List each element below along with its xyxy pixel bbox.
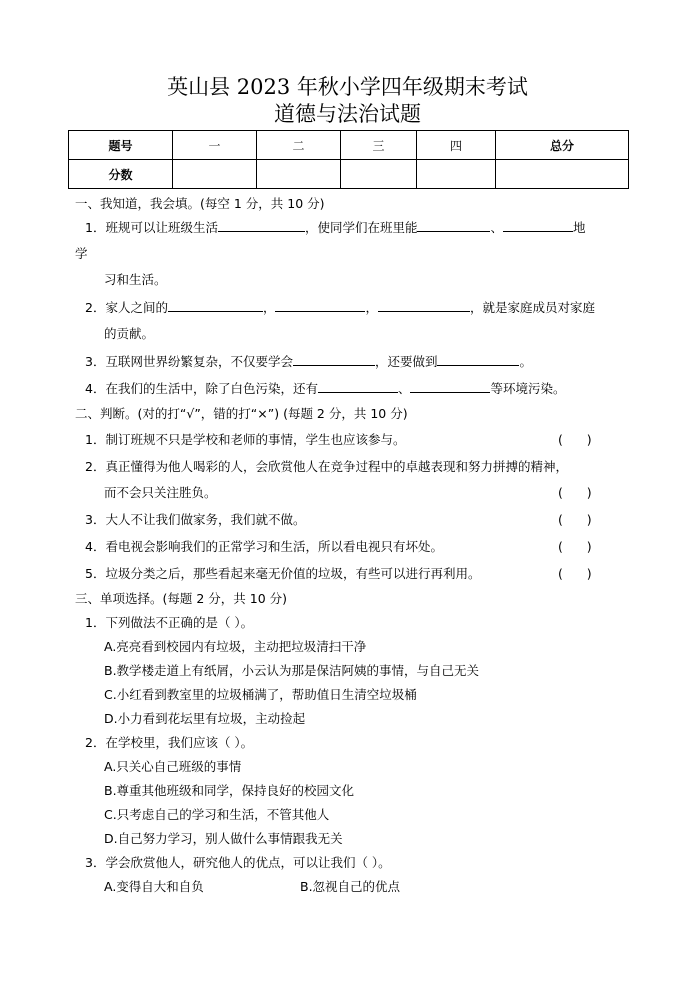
question-text: 制订班规不只是学校和老师的事情，学生也应该参与。: [105, 432, 406, 447]
s1-q2-line2: 的贡献。: [104, 326, 155, 341]
s1-q2-line1: [85, 299, 595, 317]
question-number: 3．: [85, 855, 106, 870]
score-table-header: 三: [341, 131, 417, 160]
question-number: 1．: [85, 220, 106, 235]
s3-q2-stem: [85, 734, 253, 752]
s1-q4: [85, 380, 566, 398]
s3-q1-stem: [85, 614, 253, 632]
question-text: 在我们的生活中，除了白色污染，还有: [105, 381, 318, 396]
question-number: 2．: [85, 735, 106, 750]
fill-blank[interactable]: [410, 380, 490, 393]
fill-blank[interactable]: [275, 299, 365, 312]
choice-option[interactable]: D.自己努力学习，别人做什么事情跟我无关: [104, 831, 343, 846]
score-table-header: 一: [173, 131, 257, 160]
question-text: 、: [490, 220, 503, 235]
question-text: 垃圾分类之后，那些看起来毫无价值的垃圾，有些可以进行再利用。: [105, 566, 481, 581]
s2-item-2: [85, 458, 568, 476]
s1-q1-line2: 习和生活。: [104, 272, 167, 287]
s1-q1-wrap: 学: [75, 246, 88, 261]
fill-blank[interactable]: [417, 219, 490, 232]
fill-blank[interactable]: [168, 299, 263, 312]
choice-option[interactable]: D.小力看到花坛里有垃圾，主动捡起: [104, 711, 306, 726]
question-number: 5．: [85, 566, 106, 581]
s2-item-5: [85, 565, 480, 583]
choice-option[interactable]: B.忽视自己的优点: [300, 879, 401, 894]
s1-q1-line1: [85, 219, 586, 237]
question-text: 。: [519, 354, 532, 369]
question-number: 4．: [85, 381, 106, 396]
question-text: ，就是家庭成员对家庭: [470, 300, 596, 315]
fill-blank[interactable]: [293, 353, 375, 366]
question-text: ，: [262, 300, 276, 315]
answer-parentheses[interactable]: ( ): [558, 512, 592, 527]
question-text: 学会欣赏他人，研究他人的优点，可以让我们（ ）。: [105, 855, 391, 870]
score-row-label: 分数: [69, 160, 173, 189]
section2-heading: 二、判断。(对的打“√”，错的打“×”) (每题 2 分，共 10 分): [75, 406, 408, 421]
score-table-header: 总分: [496, 131, 629, 160]
choice-option[interactable]: A.只关心自己班级的事情: [104, 759, 242, 774]
score-table-header-row: [69, 131, 629, 160]
score-cell[interactable]: [417, 160, 496, 189]
question-number: 2．: [85, 300, 106, 315]
question-number: 1．: [85, 615, 106, 630]
question-number: 3．: [85, 354, 106, 369]
question-text: 、: [397, 381, 411, 396]
question-text: 大人不让我们做家务，我们就不做。: [105, 512, 306, 527]
s1-q3: [85, 353, 532, 371]
question-text: 看电视会影响我们的正常学习和生活，所以看电视只有坏处。: [105, 539, 443, 554]
question-text: 互联网世界纷繁复杂，不仅要学会: [105, 354, 293, 369]
fill-blank[interactable]: [378, 299, 470, 312]
question-number: 4．: [85, 539, 106, 554]
fill-blank[interactable]: [503, 219, 573, 232]
score-table-header: 二: [257, 131, 341, 160]
fill-blank[interactable]: [218, 219, 305, 232]
score-cell[interactable]: [257, 160, 341, 189]
question-text: 下列做法不正确的是（ ）。: [105, 615, 254, 630]
score-table-header: 四: [417, 131, 496, 160]
answer-parentheses[interactable]: ( ): [558, 485, 592, 500]
question-text: 在学校里，我们应该（ ）。: [105, 735, 254, 750]
score-cell[interactable]: [341, 160, 417, 189]
s2-item-4: [85, 538, 443, 556]
question-text: 真正懂得为他人喝彩的人，会欣赏他人在竞争过程中的卓越表现和努力拼搏的精神，: [105, 459, 568, 474]
answer-parentheses[interactable]: ( ): [558, 566, 592, 581]
score-cell[interactable]: [496, 160, 629, 189]
question-number: 1．: [85, 432, 106, 447]
question-text: ，还要做到: [374, 354, 438, 369]
exam-title: 英山县 2023 年秋小学四年级期末考试: [167, 75, 528, 99]
s3-q3-stem: [85, 854, 391, 872]
question-text: 等环境污染。: [490, 381, 566, 396]
question-number: 3．: [85, 512, 106, 527]
choice-option[interactable]: A.亮亮看到校园内有垃圾，主动把垃圾清扫干净: [104, 639, 367, 654]
answer-parentheses[interactable]: ( ): [558, 539, 592, 554]
question-text: 家人之间的: [105, 300, 168, 315]
section3-heading: 三、单项选择。(每题 2 分，共 10 分): [75, 591, 288, 606]
fill-blank[interactable]: [318, 380, 398, 393]
score-table-score-row: [69, 160, 629, 189]
choice-option[interactable]: C.只考虑自己的学习和生活，不管其他人: [104, 807, 330, 822]
choice-option[interactable]: B.教学楼走道上有纸屑，小云认为那是保洁阿姨的事情，与自己无关: [104, 663, 480, 678]
s2-item-3: [85, 511, 305, 529]
choice-option[interactable]: B.尊重其他班级和同学，保持良好的校园文化: [104, 783, 355, 798]
question-text: 地: [573, 220, 586, 235]
question-text: 班规可以让班级生活: [105, 220, 218, 235]
s2-item-2-line2: 而不会只关注胜负。: [104, 485, 217, 500]
choice-option[interactable]: A.变得自大和自负: [104, 879, 204, 894]
question-number: 2．: [85, 459, 106, 474]
fill-blank[interactable]: [437, 353, 519, 366]
score-cell[interactable]: [173, 160, 257, 189]
exam-subtitle: 道德与法治试题: [274, 102, 421, 126]
score-table: [68, 130, 629, 189]
choice-option[interactable]: C.小红看到教室里的垃圾桶满了，帮助值日生清空垃圾桶: [104, 687, 417, 702]
s2-item-1: [85, 431, 405, 449]
score-table-header: 题号: [69, 131, 173, 160]
question-text: ，: [365, 300, 378, 315]
answer-parentheses[interactable]: ( ): [558, 432, 592, 447]
section1-heading: 一、我知道，我会填。(每空 1 分，共 10 分): [75, 196, 325, 211]
question-text: ，使同学们在班里能: [304, 220, 418, 235]
